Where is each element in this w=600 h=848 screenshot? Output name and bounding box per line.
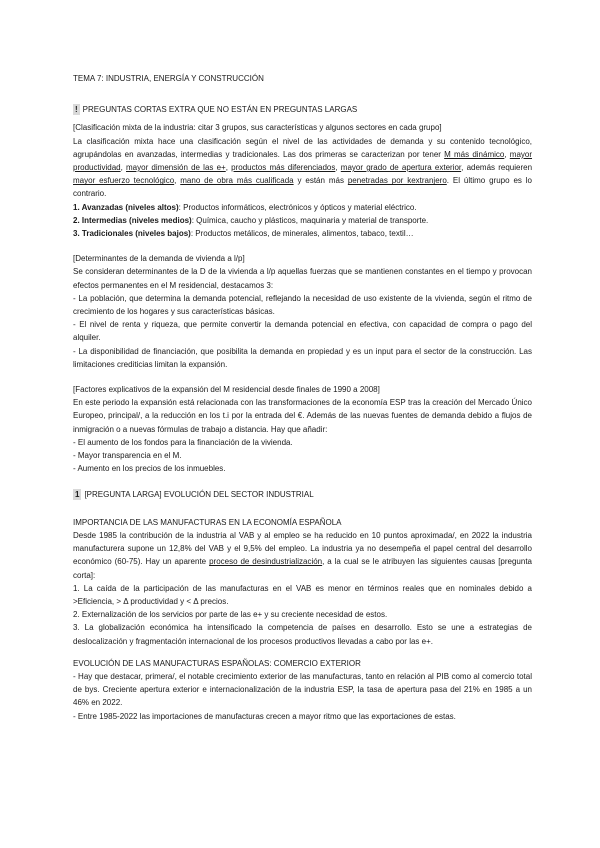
q2-heading: [Determinantes de la demanda de vivienda a l/p]	[73, 254, 245, 264]
sub1-cause-2: 2. Externalización de los servicios por parte de las e+ y su creciente necesidad de estos.	[73, 610, 388, 620]
sub1-heading: IMPORTANCIA DE LAS MANUFACTURAS EN LA ECONOMÍA ESPAÑOLA	[73, 517, 342, 527]
sub2-heading: EVOLUCIÓN DE LAS MANUFACTURAS ESPAÑOLAS: COMERCIO EXTERIOR	[73, 658, 361, 668]
page-title: TEMA 7: INDUSTRIA, ENERGÍA Y CONSTRUCCIÓN	[73, 74, 264, 83]
sub1-cause-3: 3. La globalización económica ha intensificado la competencia de países en desarrollo. Esto se une a estrategias de deslocalización y fragmentación internacional de los procesos productivos llevadas a cabo por las e+.	[73, 623, 532, 646]
sub2-bullet-1: - Hay que destacar, primera/, el notable crecimiento exterior de las manufacturas, tanto en relación al PIB como al comercio total de bys. Creciente apertura exterior e internacionalización de la industria ESP, la tasa de apertura pasa del 21% en 1985 a un 46% en 2022.	[73, 671, 532, 708]
q1-heading: [Clasificación mixta de la industria: citar 3 grupos, sus características y algunos sectores en cada grupo]	[73, 123, 442, 133]
q1-item-intermedias: 2. Intermedias (niveles medios): Química, caucho y plásticos, maquinaria y material de transporte.	[73, 215, 429, 225]
sub1-cause-1: 1. La caída de la participación de las manufacturas en el VAB es menor en términos reales que en nominales debido a >Eficiencia, > Δ productividad y < Δ precios.	[73, 583, 532, 606]
q3-intro: En este periodo la expansión está relacionada con las transformaciones de la economía ESP tras la creación del Mercado Único Europeo, principal/, a la reducción en los t.i por la entrada del €. Además de las nuevas fuentes de demanda debido a flujos de inmigración o a nuevas fórmulas de trabajo a distancia. Hay que añadir:	[73, 398, 532, 434]
extra-section-heading: ! PREGUNTAS CORTAS EXTRA QUE NO ESTÁN EN PREGUNTAS LARGAS	[75, 105, 358, 115]
q1-item-avanzadas: 1. Avanzadas (niveles altos): Productos informáticos, electrónicos y ópticos y material eléctrico.	[73, 202, 417, 212]
q2-bullet-renta: - El nivel de renta y riqueza, que permite convertir la demanda potencial en efectiva, con capacidad de compra o pago del alquiler.	[73, 320, 532, 343]
q2-bullet-financiacion: - La disponibilidad de financiación, que posibilita la demanda en propiedad y es un input para el sector de la construcción. Las limitaciones crediticias limitan la expansión.	[73, 346, 532, 369]
q2-intro: Se consideran determinantes de la D de la vivienda a l/p aquellas fuerzas que se mantienen constantes en el tiempo y provocan efectos permanentes en el M residencial, destacamos 3:	[73, 267, 532, 290]
q3-bullet-precios: - Aumento en los precios de los inmuebles.	[73, 464, 226, 474]
q1-paragraph: La clasificación mixta hace una clasificación según el nivel de las actividades de demanda y su contenido tecnológico, agrupándolas en avanzadas, intermedias y tradicionales. Las dos primeras se caracterizan por tener M más dinámico, mayor productividad, mayor dimensión de las e+, productos más diferenciados, mayor grado de apertura exterior, además requieren mayor esfuerzo tecnológico, mano de obra más cualificada y están más penetradas por kextranjero. El último grupo es lo contrario.	[73, 136, 533, 199]
long1-heading: 1 [PREGUNTA LARGA] EVOLUCIÓN DEL SECTOR INDUSTRIAL	[75, 490, 314, 500]
sub2-bullet-2: - Entre 1985-2022 las importaciones de manufacturas crecen a mayor ritmo que las exportaciones de estas.	[73, 711, 456, 721]
q3-bullet-fondos: - El aumento de los fondos para la financiación de la vivienda.	[73, 437, 293, 447]
document-content	[73, 72, 532, 723]
q2-bullet-poblacion: - La población, que determina la demanda potencial, reflejando la necesidad de uso existente de la vivienda, según el ritmo de crecimiento de los hogares y sus características básicas.	[73, 293, 532, 317]
exclamation-badge: !	[75, 105, 78, 115]
q3-bullet-transparencia: - Mayor transparencia en el M.	[73, 451, 182, 461]
q3-heading: [Factores explicativos de la expansión del M residencial desde finales de 1990 a 2008]	[73, 385, 380, 395]
number-badge: 1	[75, 490, 80, 500]
sub1-paragraph: Desde 1985 la contribución de la industria al VAB y al empleo se ha reducido en 10 puntos aproximada/, en 2022 la industria manufacturera supone un 12,8% del VAB y el 9,5% del empleo. La industria ya no desempeña el papel central del desarrollo económico (60-75). Hay un aparente proceso de desindustrialización, a la cual se le atribuyen las siguientes causas [pregunta corta]:	[73, 530, 533, 580]
q1-item-tradicionales: 3. Tradicionales (niveles bajos): Productos metálicos, de minerales, alimentos, tabaco, textil…	[73, 229, 414, 239]
